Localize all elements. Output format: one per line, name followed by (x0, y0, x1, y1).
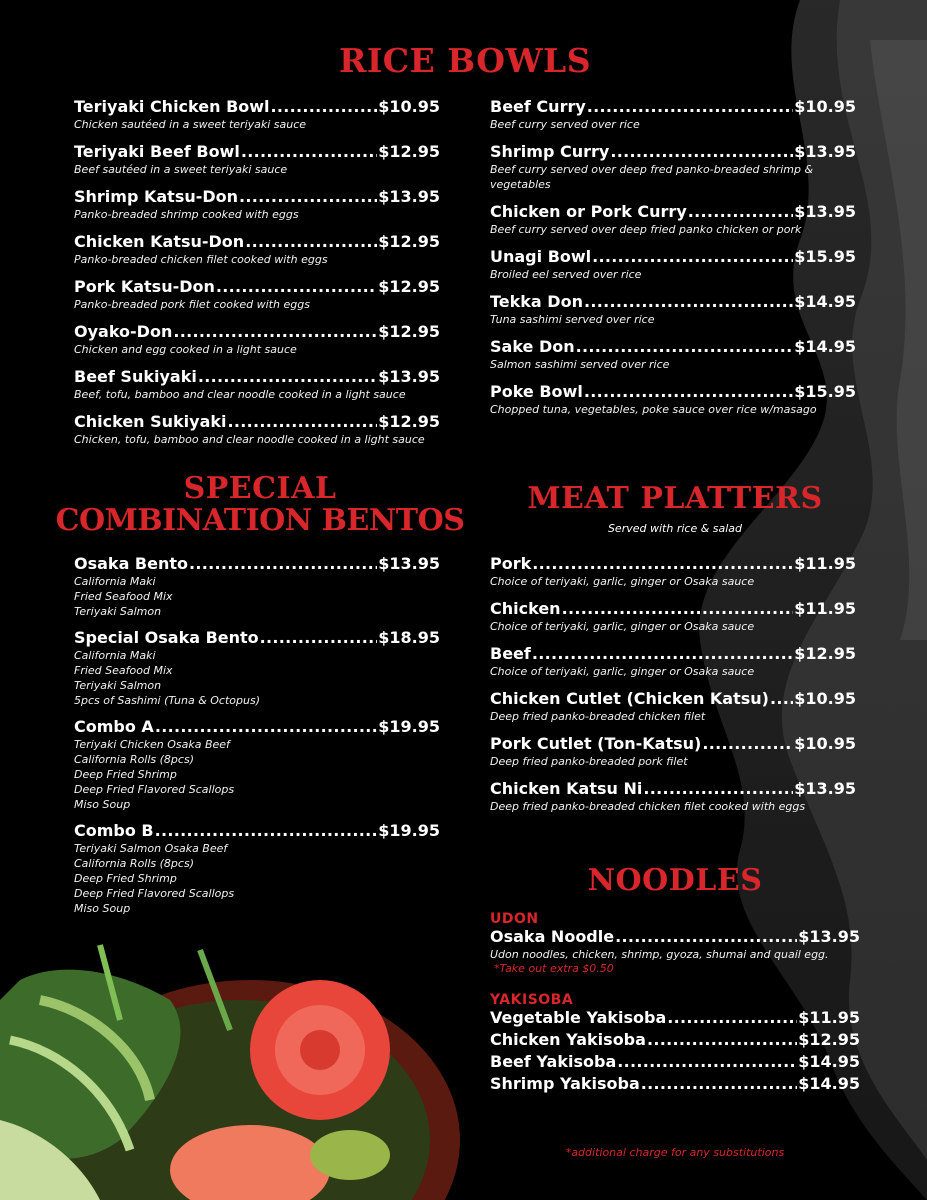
menu-item-description: Salmon sashimi served over rice (490, 358, 670, 371)
menu-item (74, 367, 440, 402)
menu-item-price: $14.95 (798, 1074, 860, 1093)
menu-item-price: $12.95 (378, 412, 440, 431)
bentos-heading-line1: SPECIAL (183, 471, 337, 506)
menu-item-line (74, 367, 440, 387)
menu-item-line (74, 717, 440, 737)
menu-item-name: Pork Katsu-Don (74, 277, 215, 296)
menu-item-name: Pork Cutlet (Ton-Katsu) (490, 734, 702, 753)
menu-item (490, 202, 856, 237)
udon-subheading: UDON (490, 911, 539, 927)
noodles-column (490, 911, 860, 1094)
menu-item-description: Teriyaki Salmon Osaka Beef (74, 842, 228, 855)
menu-item-price: $13.95 (378, 187, 440, 206)
menu-item-price: $12.95 (798, 1030, 860, 1049)
dot-leader (228, 412, 378, 432)
menu-item-description: Panko-breaded chicken filet cooked with eggs (74, 253, 328, 266)
dot-leader (617, 1052, 797, 1072)
menu-item (490, 1008, 860, 1028)
menu-item-description: Choice of teriyaki, garlic, ginger or Osaka sauce (490, 620, 755, 633)
menu-item-price: $13.95 (794, 142, 856, 161)
menu-item-description: Chopped tuna, vegetables, poke sauce over rice w/masago (490, 403, 817, 416)
menu-item (490, 644, 856, 679)
menu-item-line (74, 554, 440, 574)
menu-item-line (490, 599, 856, 619)
dot-leader (239, 187, 377, 207)
menu-item (490, 97, 856, 132)
menu-item-name: Tekka Don (490, 292, 583, 311)
menu-item (490, 779, 856, 814)
rice-bowls-heading: RICE BOWLS (338, 41, 592, 80)
menu-item-description: California Rolls (8pcs) (74, 753, 194, 766)
menu-item-price: $10.95 (794, 734, 856, 753)
menu-item (74, 717, 440, 812)
menu-item-name: Teriyaki Chicken Bowl (74, 97, 270, 116)
menu-item-price: $15.95 (794, 247, 856, 266)
menu-item-line (490, 1030, 860, 1050)
meat-platters-subtitle: Served with rice & salad (607, 522, 743, 535)
menu-item-description: California Maki (74, 649, 156, 662)
dot-leader (562, 599, 794, 619)
menu-item-price: $11.95 (794, 599, 856, 618)
dot-leader (615, 927, 797, 947)
yakisoba-subheading: YAKISOBA (490, 992, 574, 1008)
menu-item-description: Fried Seafood Mix (74, 664, 173, 677)
menu-item-description: Choice of teriyaki, garlic, ginger or Osaka sauce (490, 575, 755, 588)
bentos-heading (40, 471, 480, 538)
menu-item (490, 927, 860, 962)
menu-item-price: $12.95 (378, 322, 440, 341)
menu-item (490, 689, 856, 724)
menu-item-line (74, 412, 440, 432)
menu-item-description: Beef curry served over deep fred panko-breaded shrimp & (490, 163, 814, 176)
menu-item-line (490, 689, 856, 709)
menu-item-name: Teriyaki Beef Bowl (74, 142, 240, 161)
menu-item-description: Deep Fried Shrimp (74, 872, 177, 885)
dot-leader (245, 232, 377, 252)
dot-leader (271, 97, 378, 117)
dot-leader (688, 202, 794, 222)
menu-item-description: Teriyaki Salmon (74, 605, 162, 618)
dot-leader (532, 554, 793, 574)
menu-item-description: Deep Fried Shrimp (74, 768, 177, 781)
menu-item-name: Poke Bowl (490, 382, 583, 401)
menu-item-line (74, 187, 440, 207)
dot-leader (241, 142, 377, 162)
rice-bowls-right-column (490, 97, 856, 417)
menu-item-line (74, 277, 440, 297)
dot-leader (576, 337, 794, 357)
menu-item-description: Broiled eel served over rice (490, 268, 642, 281)
menu-item-price: $18.95 (378, 628, 440, 647)
menu-item-name: Chicken Katsu-Don (74, 232, 245, 251)
menu-item-name: Combo A (74, 717, 154, 736)
menu-item-description: Beef, tofu, bamboo and clear noodle cooked in a light sauce (74, 388, 406, 401)
menu-item-description: California Rolls (8pcs) (74, 857, 194, 870)
menu-item (74, 628, 440, 708)
menu-item-price: $13.95 (378, 367, 440, 386)
udon-takeout-note: *Take out extra $0.50 (494, 962, 614, 975)
menu-item-description: Teriyaki Chicken Osaka Beef (74, 738, 230, 751)
menu-item-description: Deep fried panko-breaded pork filet (490, 755, 688, 768)
menu-item-line (490, 1052, 860, 1072)
menu-item-price: $13.95 (378, 554, 440, 573)
menu-item-price: $13.95 (798, 927, 860, 946)
menu-item-line (74, 232, 440, 252)
menu-item-name: Chicken Yakisoba (490, 1030, 646, 1049)
menu-item-name: Chicken (490, 599, 561, 618)
menu-item (490, 554, 856, 589)
menu-item-line (490, 202, 856, 222)
menu-item-description: Beef curry served over deep fried panko chicken or pork (490, 223, 802, 236)
menu-item-line (490, 142, 856, 162)
menu-item (490, 1074, 860, 1094)
menu-item (74, 322, 440, 357)
dot-leader (198, 367, 377, 387)
menu-item-price: $10.95 (794, 97, 856, 116)
dot-leader (532, 644, 793, 664)
menu-item-price: $10.95 (794, 689, 856, 708)
menu-item-description: Panko-breaded shrimp cooked with eggs (74, 208, 299, 221)
menu-item-name: Oyako-Don (74, 322, 173, 341)
menu-item (490, 1052, 860, 1072)
menu-item-name: Shrimp Curry (490, 142, 610, 161)
menu-item-price: $10.95 (378, 97, 440, 116)
menu-item-name: Pork (490, 554, 532, 573)
dot-leader (155, 821, 378, 841)
menu-item-description: California Maki (74, 575, 156, 588)
menu-item-line (74, 97, 440, 117)
menu-item (74, 232, 440, 267)
noodles-heading: NOODLES (587, 863, 763, 898)
dot-leader (610, 142, 793, 162)
menu-item-price: $13.95 (794, 202, 856, 221)
menu-item-description: Deep fried panko-breaded chicken filet cooked with eggs (490, 800, 806, 813)
menu-item-price: $11.95 (798, 1008, 860, 1027)
menu-item-description: Tuna sashimi served over rice (490, 313, 655, 326)
menu-item-description: Miso Soup (74, 798, 131, 811)
dot-leader (260, 628, 378, 648)
substitution-footnote: *additional charge for any substitutions (565, 1146, 785, 1159)
menu-item-description: Miso Soup (74, 902, 131, 915)
menu-item (74, 554, 440, 619)
menu-item-name: Vegetable Yakisoba (490, 1008, 667, 1027)
menu-item (490, 734, 856, 769)
menu-item-line (490, 97, 856, 117)
menu-item-price: $19.95 (378, 717, 440, 736)
menu-item-price: $14.95 (794, 292, 856, 311)
menu-item-name: Beef Sukiyaki (74, 367, 197, 386)
menu-item-line (490, 644, 856, 664)
menu-item-price: $12.95 (378, 277, 440, 296)
menu-item-description: Beef sautéed in a sweet teriyaki sauce (74, 163, 288, 176)
menu-item (74, 821, 440, 916)
menu-item-price: $12.95 (378, 232, 440, 251)
dot-leader (216, 277, 377, 297)
bentos-heading-line2: COMBINATION BENTOS (55, 503, 465, 538)
menu-item-price: $14.95 (794, 337, 856, 356)
menu-item-name: Osaka Noodle (490, 927, 615, 946)
menu-item-name: Combo B (74, 821, 154, 840)
menu-item-name: Beef Yakisoba (490, 1052, 617, 1071)
dot-leader (155, 717, 377, 737)
menu-item-name: Unagi Bowl (490, 247, 592, 266)
menu-item (74, 412, 440, 447)
menu-item (490, 1030, 860, 1050)
menu-item-line (74, 821, 440, 841)
menu-item (74, 97, 440, 132)
menu-item-line (74, 322, 440, 342)
menu-item-price: $11.95 (794, 554, 856, 573)
dot-leader (592, 247, 793, 267)
rice-bowls-left-column (74, 97, 440, 447)
menu-item-price: $12.95 (794, 644, 856, 663)
dot-leader (641, 1074, 797, 1094)
menu-item-description: Udon noodles, chicken, shrimp, gyoza, shumai and quail egg. (490, 948, 829, 961)
menu-item-name: Shrimp Yakisoba (490, 1074, 640, 1093)
menu-item-name: Sake Don (490, 337, 575, 356)
rice-bowl-photo (0, 940, 460, 1200)
menu-item-name: Chicken Sukiyaki (74, 412, 227, 431)
menu-item-description: Teriyaki Salmon (74, 679, 162, 692)
menu-item-name: Beef Curry (490, 97, 586, 116)
dot-leader (584, 382, 793, 402)
menu-item (74, 277, 440, 312)
menu-item-line (74, 142, 440, 162)
menu-item-line (490, 554, 856, 574)
menu-item-name: Beef (490, 644, 531, 663)
dot-leader (643, 779, 793, 799)
menu-item-line (490, 337, 856, 357)
menu-item-description: Deep Fried Flavored Scallops (74, 887, 235, 900)
menu-item-line (490, 779, 856, 799)
dot-leader (667, 1008, 797, 1028)
menu-item (490, 599, 856, 634)
menu-item-price: $14.95 (798, 1052, 860, 1071)
menu-item-price: $12.95 (378, 142, 440, 161)
menu-item-name: Chicken or Pork Curry (490, 202, 687, 221)
dot-leader (173, 322, 377, 342)
meat-platters-heading: MEAT PLATTERS (527, 481, 823, 516)
menu-item-line (74, 628, 440, 648)
menu-item-description: Panko-breaded pork filet cooked with eggs (74, 298, 310, 311)
dot-leader (584, 292, 793, 312)
menu-item-name: Shrimp Katsu-Don (74, 187, 239, 206)
dot-leader (702, 734, 793, 754)
menu-item-line (490, 734, 856, 754)
menu-item-line (490, 292, 856, 312)
menu-item-price: $15.95 (794, 382, 856, 401)
menu-item (490, 337, 856, 372)
menu-item (74, 142, 440, 177)
menu-item-description: Chicken, tofu, bamboo and clear noodle cooked in a light sauce (74, 433, 425, 446)
menu-item-description: Beef curry served over rice (490, 118, 640, 131)
dot-leader (189, 554, 377, 574)
menu-item-line (490, 382, 856, 402)
dot-leader (770, 689, 793, 709)
menu-item-name: Special Osaka Bento (74, 628, 259, 647)
menu-item (490, 382, 856, 417)
menu-item-name: Osaka Bento (74, 554, 189, 573)
menu-item-line (490, 247, 856, 267)
menu-item-line (490, 1008, 860, 1028)
meat-platters-column (490, 554, 856, 814)
menu-item-description: vegetables (490, 178, 551, 191)
menu-item-name: Chicken Katsu Ni (490, 779, 643, 798)
dot-leader (587, 97, 793, 117)
bentos-column (74, 554, 440, 916)
menu-item-description: Chicken sautéed in a sweet teriyaki sauce (74, 118, 307, 131)
menu-item-description: 5pcs of Sashimi (Tuna & Octopus) (74, 694, 260, 707)
menu-item-name: Chicken Cutlet (Chicken Katsu) (490, 689, 769, 708)
menu-item (490, 292, 856, 327)
menu-item-line (490, 927, 860, 947)
menu-item-description: Choice of teriyaki, garlic, ginger or Osaka sauce (490, 665, 755, 678)
menu-item-description: Deep Fried Flavored Scallops (74, 783, 235, 796)
menu-item (490, 247, 856, 282)
menu-item-description: Fried Seafood Mix (74, 590, 173, 603)
yakisoba-list (490, 1008, 860, 1094)
menu-item-price: $13.95 (794, 779, 856, 798)
menu-item-price: $19.95 (378, 821, 440, 840)
dot-leader (647, 1030, 797, 1050)
menu-item-line (490, 1074, 860, 1094)
menu-item (490, 142, 856, 192)
menu-item (74, 187, 440, 222)
udon-list (490, 927, 860, 962)
menu-item-description: Deep fried panko-breaded chicken filet (490, 710, 706, 723)
menu-item-description: Chicken and egg cooked in a light sauce (74, 343, 297, 356)
